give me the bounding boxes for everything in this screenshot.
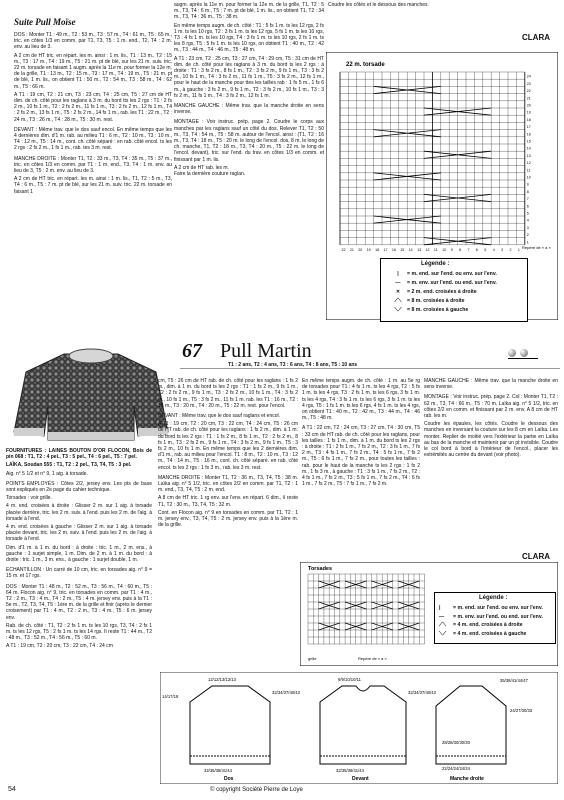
devant-paragraph: DEVANT : Même trav. que le dos sauf raglans et encol. bbox=[158, 413, 281, 420]
chart-label: 22 m. torsade bbox=[346, 62, 385, 68]
legend-item: ⟋⟍ = 8 m. croisées à droite bbox=[394, 298, 465, 304]
svg-text:8: 8 bbox=[526, 189, 529, 194]
svg-text:20: 20 bbox=[358, 247, 363, 252]
svg-text:17: 17 bbox=[526, 125, 531, 130]
clara-label: CLARA bbox=[522, 33, 550, 42]
legend-title: Légende : bbox=[421, 261, 450, 267]
grille-label: grille bbox=[308, 656, 317, 661]
repere-label: Repère de « a » bbox=[522, 245, 551, 250]
paragraph: A T1 : 19 cm, T2 : 20 cm, T3 : 22 cm, T4 : 24 cm, T5 : 26 cm de HT rab. de ch. côté pour les raglans : 1 fs 2 m., dim. à 1 m. du bord ts les 2 rgs : T1 : 1 fs 2 m., 8 fs 1 m., T2 : 2 fs 2 m., 8 fs 1 m., T3 : 2 fs 2 m., 9 fs 1 m., T4 : 3 fs 2 m., 9 fs 1 m., T5 : 3 fs 2 m., 10 fs 1 m. En même temps que les 2 dernières dim. d'1 m., rab. au milieu pour l'encol. T1 : 8 m., T2 : 10 m., T3 : 12 m., T4 : 14 m., T5 : 16 m., cont. ch. côté séparé. en rab. côté encol. ts les 2 rgs : 1 fs 3 m., rab. les 3 m. rest. bbox=[158, 421, 298, 471]
legend-item: ⟍⟋ = 8 m. croisées à gauche bbox=[394, 307, 469, 313]
paragraph: Faire la dernière couture raglan. bbox=[174, 171, 246, 178]
paragraph: Rab. de ch. côté : T1, T2 : 2 fs 1 m. ts les 10 rgs, T3, T4 : 2 fs 1 m. ts les 12 rgs, T5 : 2 fs 1 m. ts les 14 rgs. Il reste T1 : 44 m., T2 : 48 m., T3 : 52 m., T4 : 56 m., T5 : 60 m. bbox=[6, 622, 152, 642]
torsades: Torsades : voir grille. bbox=[6, 495, 52, 502]
paragraph: Coudre les côtés et le dessous des manches. bbox=[328, 2, 429, 8]
svg-text:12: 12 bbox=[526, 161, 531, 166]
paragraph: A 8 cm de HT tric. 1 rg env. sur l'env. en répart. 6 dim., il reste T1, T2 : 30 m., T3, T4, T5 : 32 m. bbox=[158, 495, 298, 508]
svg-text:13: 13 bbox=[417, 247, 422, 252]
manche-gauche-paragraph: MANCHE GAUCHE : Même trav. que la manche droite en sens inverse. bbox=[424, 378, 558, 391]
paragraph: A T1 : 19 cm, T2 : 21 cm, T3 : 23 cm, T4 : 25 cm, T5 : 27 cm de HT dim. de ch. côté pour les raglans à 3 m. du bord tts les 2 rgs : T1 : 2 fs 2 m., 10 fs 1 m., T2 : 2 fs 2 m., 11 fs 1 m., T3 : 2 fs 2 m., 12 fs 1 m., T4 : 2 fs 2 m., 13 fs 1 m., T5 : 2 fs 2 m., 14 fs 1 m., rab. les T1 : 22 m., T2 : 24 m., T3 : 26 m., T4 : 28 m., T5 : 30 m. rest. bbox=[14, 91, 172, 123]
dos-paragraph: DOS : Monter T1 : 49 m., T2 : 53 m., T3 : 57 m., T4 : 61 m., T5 : 65 m., tric. en côtes 1/3 en comm. par T1, T3, T5 : 1 m. end., T2, T4 : 2 m. env. au lieu de 3. bbox=[14, 32, 172, 51]
manche-paragraph: MANCHE DROITE : Monter T1, T2 : 36 m., T3, T4, T5 : 38 m. Laïka aig. n° 5 1/2, tric. en côtes 2/2 en comm. par T1, T2 : 1 m. end., T3, T4, T5 : 2 m. end. bbox=[158, 474, 298, 494]
paragraph: A T1 : 23 cm, T2 : 25 cm, T3 : 27 cm, T4 : 29 cm, T5 : 31 cm de HT dim. de ch. côté pour les raglans à 3 m. du bord ts les 2 rgs : à droite : T1 : 3 fs 2 m., 8 fs 1 m., T2 : 3 fs 2 m., 9 fs 1 m., T3 : 3 fs 2 m., 10 fs 1 m., T4 : 3 fs 2 m., 11 fs 1 m., T5 : 3 fs 2 m., 12 fs 1 m., pour le haut de la manche pour ttes les tailles rab : 1 fs 5 m., 1 fs 6 m., à gauche : 3 fs 2 m., 9 fs 1 m., T2 : 3 fs 2 m., 10 fs 1 m., T3 : 3 fs 2 m., 11 fs 1 m., T4 : 3 fs 2 m., 12 fs 1 m. bbox=[174, 55, 324, 99]
paragraph: A T1 : 19 cm, T2 : 20 cm, T3 : 22 cm, T4 : 24 cm bbox=[6, 643, 113, 650]
svg-text:4: 4 bbox=[526, 218, 529, 223]
legend-box bbox=[380, 258, 528, 322]
paragraph: A 2 cm de HT tric. en répart. les m. ainsi : 1 m. lis., T1, T2 : 5 m., T3, T4 : 6 m., T5 : 7 m. pt de blé, sur les 21 m. suiv. tric. 22 m. torsade en faisant 1 bbox=[14, 176, 172, 195]
clara-label: CLARA bbox=[522, 552, 550, 561]
svg-text:22: 22 bbox=[526, 89, 531, 94]
legend-item: ⟍⟋ = 4 m. end. croisées à gauche bbox=[439, 630, 527, 637]
paragraph: A 2 cm de HT rab. les m. bbox=[174, 164, 229, 171]
paragraph: augm. après la 11e m. pour former la 12e m. de la grille, T1, T2 : 5 m., T3, T4 : 6 m., T5 : 7 m. pt de blé, 1 m. lis., on obtient T1, T2 : 34 m., T3, T4 : 36 m., T5 : 38 m. bbox=[174, 2, 324, 21]
svg-text:16: 16 bbox=[526, 132, 531, 137]
montage-paragraph: MONTAGE : Voir instruc. prép. page 2. Coudre le corps aux manches par les raglans sauf un côté du dos. Relever T1, T2 : 50 m., T3, T4 : 54 m., T5 : 58 m. autour de l'encol. ainsi : (T1, T2 : 16 m., T3, T4 : 18 m., T5 : 20 m. le long de l'encol. dos, 8 m. le long de ch. manche, T1, T2 : 18 m., T3, T4 : 20 m., T5 : 22 m. le long de l'encol. devant), tric. sur l'end. du trav. en côtes 1/3 en comm. et finissant par 1 m. lis. bbox=[174, 119, 324, 163]
laika: LAÏKA, Soudan 555 : T1, T2 : 2 pel., T3, T4, T5 : 3 pel. bbox=[6, 462, 132, 469]
text-column-1 bbox=[14, 32, 172, 195]
legend-item: ⟋⟍ = 4 m. end. croisées à droite bbox=[439, 622, 523, 628]
dim-label: 9/9/10/10/11 bbox=[338, 677, 361, 682]
text-column-2b bbox=[158, 378, 298, 528]
repere-label: Repère de « a » bbox=[358, 656, 387, 661]
legend-box-2 bbox=[434, 592, 556, 644]
svg-text:1: 1 bbox=[526, 240, 529, 245]
svg-text:4: 4 bbox=[492, 247, 495, 252]
paragraph: 4 m. end. croisées à gauche : Glisser 2 m. sur 1 aig. à torsade placée devant, tric. les 2 m. suiv. à l'end. puis les 2 m. de l'aig. à torsade à l'end. bbox=[6, 524, 152, 543]
svg-text:7: 7 bbox=[526, 197, 529, 202]
legend-item: | = m. end. sur l'end. ou env. sur l'env. bbox=[439, 605, 543, 611]
dim-label: 32/34/37/40/43 bbox=[272, 690, 300, 695]
svg-text:22: 22 bbox=[341, 247, 346, 252]
svg-text:1: 1 bbox=[517, 247, 520, 252]
svg-text:11: 11 bbox=[526, 168, 531, 173]
pattern-title: Pull Martin bbox=[220, 340, 312, 362]
svg-text:19: 19 bbox=[526, 110, 531, 115]
svg-text:14: 14 bbox=[408, 247, 413, 252]
echantillon: ECHANTILLON : Un carré de 10 cm, tric. en torsades aig. n° 9 = 15 m. et 17 rgs. bbox=[6, 567, 152, 580]
legend-item: — = m. env. sur l'end. ou end. sur l'env. bbox=[395, 280, 497, 286]
svg-text:18: 18 bbox=[526, 117, 531, 122]
legend-item: | = m. end. sur l'end. ou env. sur l'env. bbox=[397, 271, 497, 277]
sweater-photo bbox=[6, 336, 176, 442]
needles-icon bbox=[508, 349, 538, 361]
dim-label: 28/28/30/30/30 bbox=[442, 740, 470, 745]
manche-gauche-paragraph: MANCHE GAUCHE : Même trav. que la manche droite en sens inverse. bbox=[174, 103, 324, 116]
header-rule bbox=[180, 368, 560, 369]
dim-label: 22/24/24/24/24 bbox=[442, 766, 470, 771]
svg-text:5: 5 bbox=[526, 211, 529, 216]
pattern-number: 67 bbox=[182, 340, 202, 362]
paragraph: A 2 cm de HT tric. en répart. les m. ainsi : 1 m. lis., T1 : 13 m., T2 : 15 m., T3 : 17 m., T4 : 19 m., T5 : 21 m. pt de blé, sur les 21 m. suiv. tric. 22 m. torsade en faisant 1 augm. après la 11e m. pour former la 12e m. de la grille, T1 : 13 m., T2 : 15 m., T3 : 17 m., T4 : 19 m., T5 : 21 m. pt de blé, 1 m. lis., on obtient T1 : 50 m., T2 : 54 m., T3 : 58 m., T4 : 62 m., T5 : 66 m. bbox=[14, 52, 172, 90]
paragraph: 4 m. end. croisées à droite : Glisser 2 m. sur 1 aig. à torsade placée derrière, tric. les 2 m. suiv. à l'end. puis les 2 m. de l'aig. à torsade à l'end. bbox=[6, 503, 152, 522]
svg-text:2: 2 bbox=[509, 247, 512, 252]
paragraph: En même temps augm. de ch. côté : T1 : 5 fs 1 m. ts les 12 rgs, 2 fs 1 m. ts les 10 rgs, T2 : 3 fs 1 m. ts les 12 rgs, 5 fs 1 m. ts les 10 rgs, T3 : 4 fs 1 m. ts les 10 rgs, T4 : 3 fs 1 m. ts les 10 rgs, 2 fs 1 m. ts les 8 rgs, T5 : 5 fs 1 m. ts les 10 rgs, on obtient T1 : 40 m., T2 : 42 m., T3 : 44 m., T4 : 46 m., T5 : 48 m. bbox=[174, 22, 324, 54]
text-column-4b bbox=[424, 378, 558, 458]
text-column-1b bbox=[6, 448, 152, 650]
montage-paragraph: MONTAGE : Voir instruc. prép. page 2. Col : Monter T1, T2 : 62 m., T3, T4 : 66 m., T5 : 70 m. Laïka aig. n° 5 1/2, tric. en côtes 2/2 en comm. et finissant par 2 m. env. A 8 cm de HT rab. les m. bbox=[424, 394, 558, 420]
svg-text:2: 2 bbox=[526, 233, 529, 238]
dos-paragraph: DOS : Monter T1 : 48 m., T2 : 52 m., T3 : 56 m., T4 : 60 m., T5 : 64 m. Flocon aig. n° 9, tric. en torsades en comm. par T1 : 4 m., T2 : 2 m., T3 : 4 m., T4 : 2 m., T5 : 4 m. jersey env. puis à la T1 : 5e m., T2, T3, T4, T5 : 1ère m. de la grille et finir (après le dernier croisement) par T1 : 4 m., T2 : 2 m., T3 : 4 m., T5 : 6 m. jersey env. bbox=[6, 583, 152, 621]
svg-text:3: 3 bbox=[501, 247, 504, 252]
svg-text:11: 11 bbox=[433, 247, 438, 252]
svg-text:10: 10 bbox=[526, 175, 531, 180]
svg-text:9: 9 bbox=[450, 247, 453, 252]
svg-text:24: 24 bbox=[526, 74, 531, 79]
svg-text:14: 14 bbox=[526, 146, 531, 151]
legend-item: — = m. env. sur l'end. ou end. sur l'env. bbox=[439, 613, 543, 620]
paragraph: Cont. en Flocon aig. n° 9 en torsades en comm. par T1, T2 : 1 m. jersey env., T3, T4, T5 : 2 m. jersey env. puis à la 1ère m. de la grille. bbox=[158, 509, 298, 529]
schema-label: Devant bbox=[352, 776, 369, 782]
sizes-line: T1 : 2 ans, T2 : 4 ans, T3 : 6 ans, T4 : 8 ans, T5 : 10 ans bbox=[228, 362, 358, 368]
points: POINTS EMPLOYÉS : Côtes 2/2, jersey env. Les pts de base sont expliqués en 2e page du cahier technique. bbox=[6, 480, 152, 494]
svg-text:6: 6 bbox=[526, 204, 529, 209]
dim-label: 24/27/30/33 bbox=[510, 708, 533, 713]
svg-text:21: 21 bbox=[349, 247, 354, 252]
svg-text:16: 16 bbox=[391, 247, 396, 252]
schematics bbox=[160, 672, 558, 784]
svg-text:13: 13 bbox=[526, 153, 531, 158]
dim-label: 32/35/38/41/44 bbox=[336, 768, 364, 773]
paragraph: cm, T5 : 26 cm de HT rab. de ch. côté pour les raglans : 1 fs 2 m., dim. à 1 m. du bord ts les 2 rgs : T1 : 1 fs 2 m., 9 fs 1 m., T2 : 2 fs 2 m., 9 fs 1 m., T3 : 2 fs 2 m., 10 fs 1 m., T4 : 3 fs 2 m., 10 fs 1 m., T5 : 3 fs 2 m., 11 fs 1 m. rab. les T1 : 16 m., T2 : 18 m., T3 : 20 m., T4 : 20 m., T5 : 22 m. rest. pour l'encol. bbox=[158, 378, 298, 409]
svg-text:23: 23 bbox=[526, 81, 531, 86]
aiguilles: Aig. n° 5 1/2 et n° 9, 1 aig. à torsade. bbox=[6, 470, 88, 477]
paragraph: Coudre les épaules, les côtés. Coudre le dessous des manches en inversant la couture sur les 8 cm en Laïka. Les monter. Replier de moitié vers l'extérieur la partie en Laïka au bas de la manche et maintenir par un pt invisible. Coudre le col bord à bord à l'intérieur de l'encol., placer les extrémités au centre du devant (voir photo). bbox=[424, 421, 558, 459]
footer-copyright: © copyright Société Pierre de Loye bbox=[210, 787, 303, 793]
svg-text:19: 19 bbox=[366, 247, 371, 252]
chart-title: Torsades bbox=[308, 566, 333, 572]
svg-text:15: 15 bbox=[526, 139, 531, 144]
svg-text:5: 5 bbox=[484, 247, 487, 252]
svg-text:21: 21 bbox=[526, 96, 531, 101]
devant-paragraph: DEVANT : Même trav. que le dos sauf encol. En même temps que les 4 dernières dim. d'1 m. rab. au milieu T1 : 6 m., T2 : 10 m., T3 : 10 m., T4 : 12 m., T5 : 14 m., cont. ch. côté séparé : en rab. côté encol. ts les 2 rgs : 2 fs 2 m., 1 fs 1 m., rab. tes 3 m. rest. bbox=[14, 126, 172, 152]
section-title: Suite Pull Moïse bbox=[14, 17, 76, 27]
dim-label: 32/35/38/41/44 bbox=[204, 768, 232, 773]
dim-label: 14/17/18 bbox=[162, 694, 179, 699]
svg-text:7: 7 bbox=[467, 247, 470, 252]
svg-text:3: 3 bbox=[526, 225, 529, 230]
text-column-3b bbox=[302, 378, 420, 487]
svg-text:15: 15 bbox=[400, 247, 405, 252]
schema-label: Manche droite bbox=[450, 776, 484, 782]
dim-label: 35/38/41/44/47 bbox=[500, 678, 528, 683]
svg-text:18: 18 bbox=[375, 247, 380, 252]
svg-text:8: 8 bbox=[459, 247, 462, 252]
paragraph: A T1 : 22 cm, T2 : 24 cm, T3 : 27 cm, T4 : 30 cm, T5 : 33 cm de HT rab. de ch. côté pour les raglans, pour les tailles : 1 fs 1 m., dim. à 1 m. du bord ts les 2 rgs : à droite : T1 : 2 fs 1 m., 7 fs 2 m., T2 : 3 fs 1 m., 7 fs 2 m., T3 : 4 fs 1 m., 7 fs 2 m., T4 : 5 fs 1 m., 7 fs 2 m., T5 : 6 fs 1 m., 7 fs 2 m., pour toutes les tailles : rab. pour le haut de la manche ts les 2 rgs : 1 fs 2 m., 1 fs 3 m., à gauche : T1 : 3 fs 1 m., 7 fs 2 m., T2 : 4 fs 1 m., 7 fs 2 m., T3 : 5 fs 1 m., 7 fs 2 m., T4 : 6 fs 1 m., 7 fs 2 m., T5 : 7 fs 1 m., 7 fs 2 m. bbox=[302, 425, 420, 488]
text-column-2 bbox=[174, 2, 324, 177]
svg-text:9: 9 bbox=[526, 182, 529, 187]
paragraph: En même temps augm. de ch. côté : 1 m. au 5e rg de torsades pour T1 : 4 fs 1 m. ts les 4 rgs, T2 : 5 fs 1 m. ts les 4 rgs, T3 : 2 fs 1 m. ts les 6 rgs, 3 fs 1 m. ts les 4 rgs, T4 : 3 fs 1 m. ts les 6 rgs, 3 fs 1 m. ts les 4 rgs, T5 : 1 fs 1 m. ts les 6 rgs, 4 fs 1 m. ts les 4 rgs, on obtient T1 : 40 m., T2 : 42 m., T3 : 44 m., T4 : 46 m., T5 : 48 m. bbox=[302, 378, 420, 422]
svg-text:12: 12 bbox=[425, 247, 430, 252]
svg-text:20: 20 bbox=[526, 103, 531, 108]
manche-paragraph: MANCHE DROITE : Monter T1, T2 : 33 m., T3, T4 : 35 m., T5 : 37 m., tric. en côtes 1/3 en comm. par T1 : 1 m. end., T3, T4 : 1 m. env. au lieu de 3, T5 : 2 m. env. au lieu de 3. bbox=[14, 155, 172, 175]
dim-label: 12/12/13/13/13 bbox=[208, 677, 236, 682]
svg-text:17: 17 bbox=[383, 247, 388, 252]
dim-label: 32/34/37/40/43 bbox=[408, 690, 436, 695]
paragraph: Dim. d'1 m. à 1 m. du bord : à droite : tric. 1 m., 2 m. ens., à gauche : 1 surjet simple, 1 m. Dim. de 2 m. à 1 m. du bord : à droite : tric. 1 m., 3 m. ens., à gauche : 1 surjet double, 1 m. bbox=[6, 544, 152, 564]
fournitures: FOURNITURES : LAINES BOUTON D'OR FLOCON, Bois de pin 068 : T1, T2 : 4 pel., T3 : 5 pel., T4 : 6 pel., T5 : 7 pel. bbox=[6, 448, 152, 461]
page-number: 54 bbox=[8, 786, 16, 793]
schema-label: Dos bbox=[224, 776, 234, 782]
svg-text:10: 10 bbox=[442, 247, 447, 252]
legend-item: ✕ = 2 m. end. croisées à droite bbox=[395, 289, 477, 295]
svg-text:6: 6 bbox=[475, 247, 478, 252]
legend-title: Légende : bbox=[479, 595, 508, 601]
